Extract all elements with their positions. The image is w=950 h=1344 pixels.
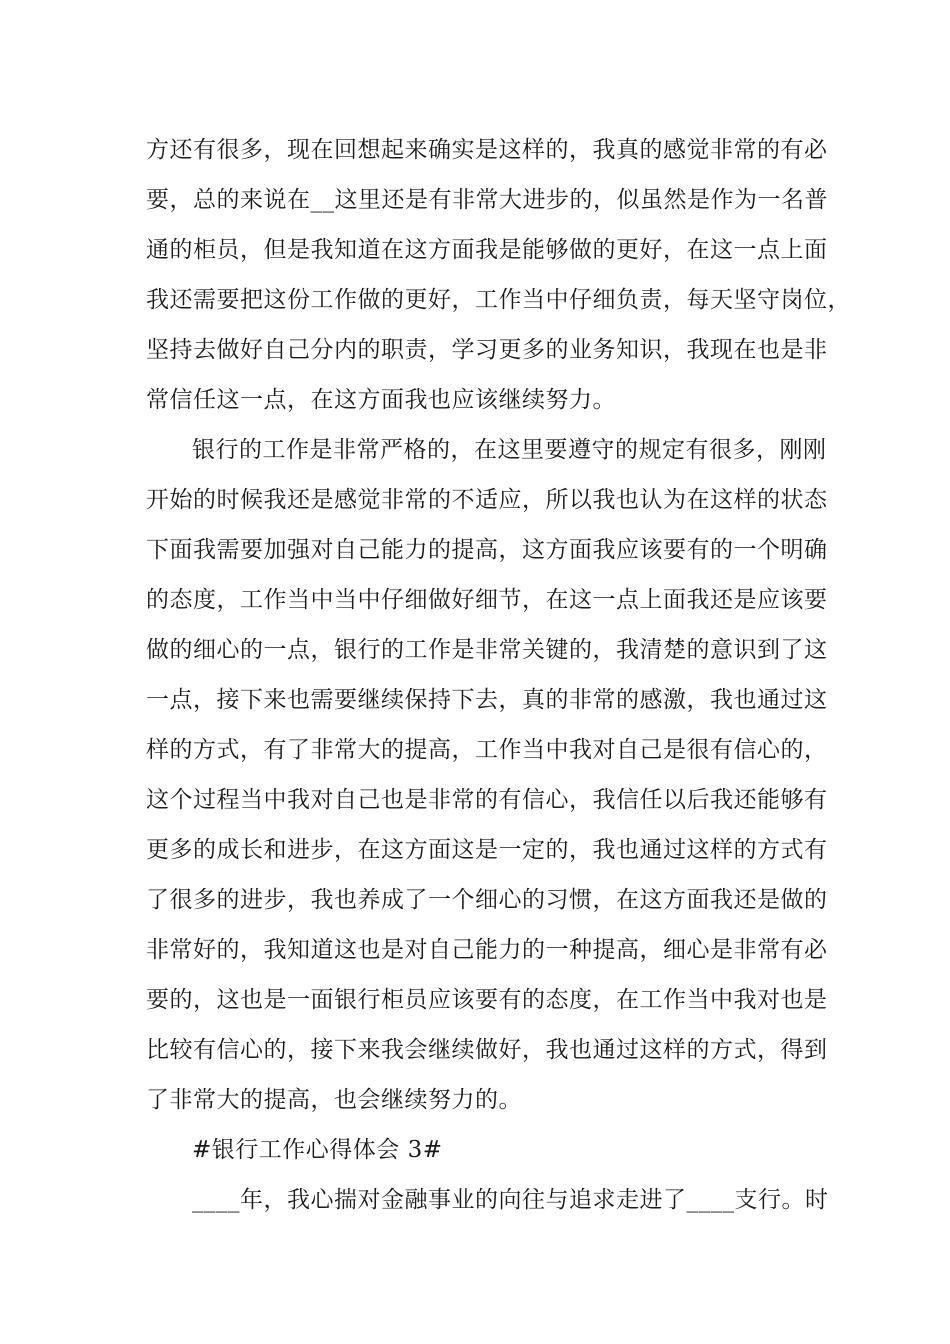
text-line: 通的柜员，但是我知道在这方面我是能够做的更好，在这一点上面 [146, 237, 828, 263]
section-heading: #银行工作心得体会 3# [192, 1137, 443, 1163]
text-line: 方还有很多，现在回想起来确实是这样的，我真的感觉非常的有必 [146, 137, 828, 163]
text-line: 非常好的，我知道这也是对自己能力的一种提高，细心是非常有必 [146, 937, 828, 963]
paragraph-first-line: 银行的工作是非常严格的，在这里要遵守的规定有很多，刚刚 [192, 437, 827, 463]
text-line: 下面我需要加强对自己能力的提高，这方面我应该要有的一个明确 [146, 537, 828, 563]
text-line: 开始的时候我还是感觉非常的不适应，所以我也认为在这样的状态 [146, 487, 828, 513]
text-line: 这个过程当中我对自己也是非常的有信心，我信任以后我还能够有 [146, 787, 828, 813]
text-line: 样的方式，有了非常大的提高，工作当中我对自己是很有信心的， [146, 737, 828, 763]
text-line: 了非常大的提高，也会继续努力的。 [146, 1087, 522, 1113]
text-line: 做的细心的一点，银行的工作是非常关键的，我清楚的意识到了这 [146, 637, 828, 663]
text-line: 了很多的进步，我也养成了一个细心的习惯，在这方面我还是做的 [146, 887, 828, 913]
text-line: 更多的成长和进步，在这方面这是一定的，我也通过这样的方式有 [146, 837, 828, 863]
text-line: 要的，这也是一面银行柜员应该要有的态度，在工作当中我对也是 [146, 987, 828, 1013]
text-line: 常信任这一点，在这方面我也应该继续努力。 [146, 387, 616, 413]
text-line: 坚持去做好自己分内的职责，学习更多的业务知识，我现在也是非 [146, 337, 828, 363]
text-line: 的态度，工作当中当中仔细做好细节，在这一点上面我还是应该要 [146, 587, 828, 613]
text-line: 要，总的来说在__这里还是有非常大进步的，似虽然是作为一名普 [146, 187, 828, 213]
text-line: 我还需要把这份工作做的更好，工作当中仔细负责，每天坚守岗位， [146, 287, 851, 313]
text-line: 比较有信心的，接下来我会继续做好，我也通过这样的方式，得到 [146, 1037, 828, 1063]
paragraph-first-line: ____年，我心揣对金融事业的向往与追求走进了____支行。时 [192, 1187, 829, 1213]
text-line: 一点，接下来也需要继续保持下去，真的非常的感激，我也通过这 [146, 687, 828, 713]
